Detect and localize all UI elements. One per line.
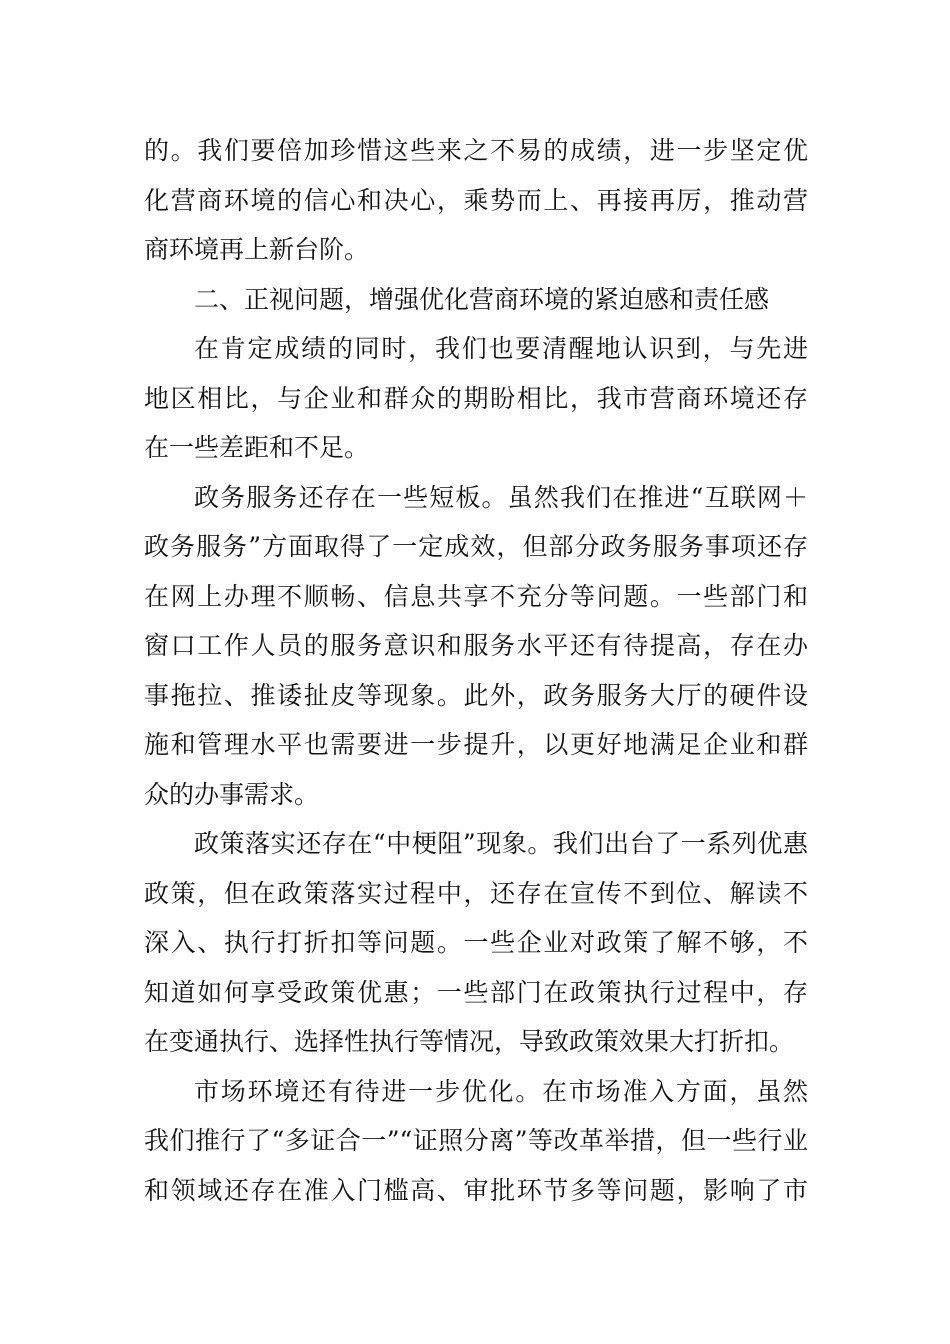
text-line: 地区相比，与企业和群众的期盼相比，我市营商环境还存 <box>144 383 808 413</box>
paragraph-continuation <box>144 126 808 275</box>
text-line: 在变通执行、选择性执行等情况，导致政策效果大打折扣。 <box>144 1027 795 1056</box>
text-line: 我们推行了“多证合一”“证照分离”等改革举措，但一些行业 <box>144 1126 808 1155</box>
section-heading <box>144 275 808 325</box>
paragraph-government-services <box>144 473 808 820</box>
text-line: 在网上办理不顺畅、信息共享不充分等问题。一些部门和 <box>144 581 808 611</box>
text-line: 在一些差距和不足。 <box>144 433 370 462</box>
text-line: 化营商环境的信心和决心，乘势而上、再接再厉，推动营 <box>144 185 808 215</box>
text-line: 窗口工作人员的服务意识和服务水平还有待提高，存在办 <box>144 631 808 660</box>
text-line: 商环境再上新台阶。 <box>144 235 370 264</box>
document-body <box>144 126 808 1215</box>
text-line: 在肯定成绩的同时，我们也要清醒地认识到，与先进 <box>194 334 808 363</box>
text-line: 政策落实还存在“中梗阻”现象。我们出台了一系列优惠 <box>194 829 808 858</box>
text-line: 政务服务还存在一些短板。虽然我们在推进“互联网＋ <box>194 482 808 512</box>
text-line: 众的办事需求。 <box>144 779 320 809</box>
paragraph-market-environment <box>144 1067 808 1216</box>
text-line: 施和管理水平也需要进一步提升，以更好地满足企业和群 <box>144 730 808 759</box>
text-line: 知道如何享受政策优惠；一些部门在政策执行过程中，存 <box>144 977 808 1007</box>
text-line: 市场环境还有待进一步优化。在市场准入方面，虽然 <box>194 1076 808 1106</box>
heading-text: 二、正视问题，增强优化营商环境的紧迫感和责任感 <box>194 284 770 314</box>
paragraph-intro <box>144 324 808 473</box>
text-line: 深入、执行打折扣等问题。一些企业对政策了解不够，不 <box>144 928 808 957</box>
text-line: 政务服务”方面取得了一定成效，但部分政务服务事项还存 <box>144 532 808 561</box>
text-line: 的。我们要倍加珍惜这些来之不易的成绩，进一步坚定优 <box>144 136 808 165</box>
paragraph-policy-implementation <box>144 819 808 1067</box>
text-line: 政策，但在政策落实过程中，还存在宣传不到位、解读不 <box>144 878 808 908</box>
text-line: 和领域还存在准入门槛高、审批环节多等问题，影响了市 <box>144 1175 808 1205</box>
text-line: 事拖拉、推诿扯皮等现象。此外，政务服务大厅的硬件设 <box>144 680 808 710</box>
